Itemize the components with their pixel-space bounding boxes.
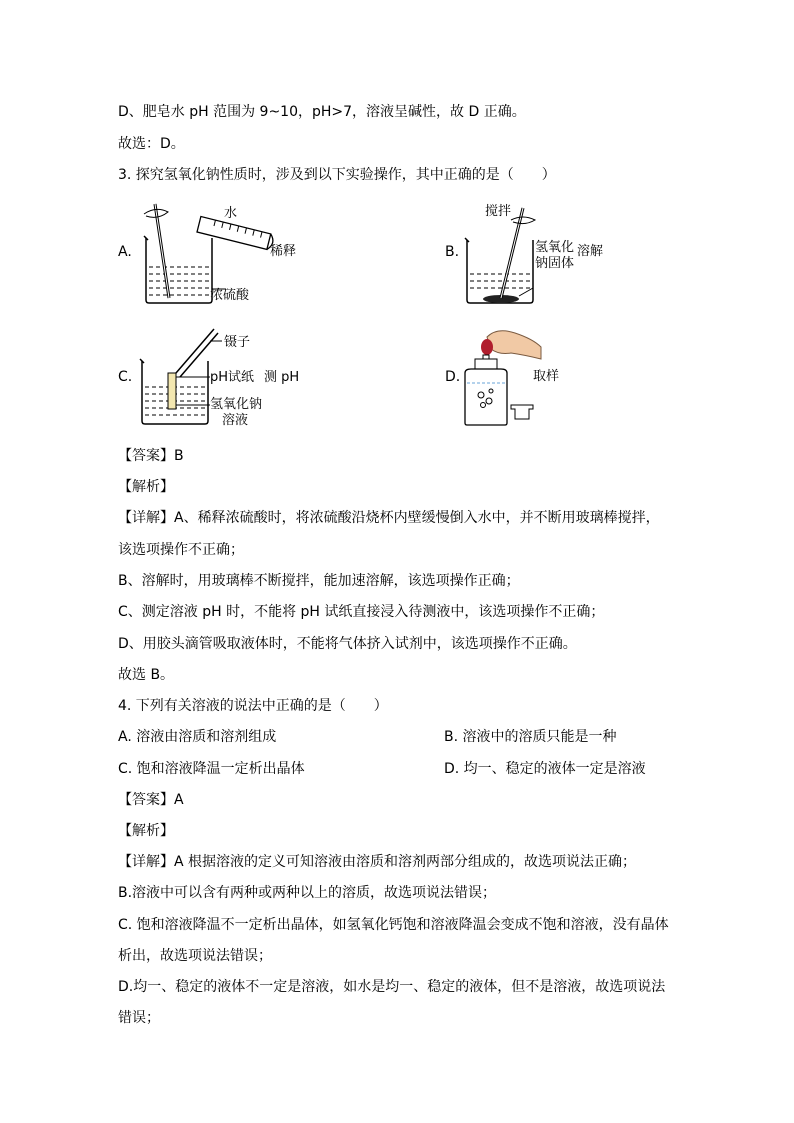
label-naoh-solution-1: 氢氧化钠 [210,397,263,412]
q4-detail-4: D.均一、稳定的液体不一定是溶液，如水是均一、稳定的液体，但不是溶液，故选项说法 [118,979,666,995]
q4-option-c: C. 饱和溶液降温一定析出晶体 [118,761,305,777]
figure-b [445,200,645,310]
label-stir: 搅拌 [485,204,512,219]
figure-d [445,325,645,435]
prev-choose: 故选：D。 [118,136,185,152]
figure-a [118,200,318,310]
prev-analysis-d: D、肥皂水 pH 范围为 9~10，pH>7，溶液呈碱性，故 D 正确。 [118,104,526,120]
label-sampling: 取样 [533,369,560,384]
label-measure-ph: 测 pH [264,370,300,385]
q3-stem: 3. 探究氢氧化钠性质时，涉及到以下实验操作，其中正确的是（ ） [118,167,556,183]
q4-option-a: A. 溶液由溶质和溶剂组成 [118,729,277,745]
q3-detail-4: D、用胶头滴管吸取液体时，不能将气体挤入试剂中，该选项操作不正确。 [118,636,577,652]
label-naoh-solution-2: 溶液 [222,413,249,428]
q4-option-b: B. 溶液中的溶质只能是一种 [444,729,617,745]
label-naoh-1: 氢氧化 [535,240,575,255]
q4-detail-1: 【详解】A 根据溶液的定义可知溶液由溶质和溶剂两部分组成的，故选项说法正确； [118,854,637,870]
q4-stem: 4. 下列有关溶液的说法中正确的是（ ） [118,698,388,714]
q3-detail-1: 【详解】A、稀释浓硫酸时，将浓硫酸沿烧杯内壁缓慢倒入水中，并不断用玻璃棒搅拌， [118,510,660,526]
figure-a-letter: A. [118,244,132,260]
q3-detail-1b: 该选项操作不正确； [118,542,244,558]
q4-detail-3b: 析出，故选项说法错误； [118,948,272,964]
q3-detail-2: B、溶解时，用玻璃棒不断搅拌，能加速溶解，该选项操作正确； [118,573,520,589]
figure-c-letter: C. [118,369,133,385]
label-conc-sulfuric-acid: 浓硫酸 [210,288,250,303]
q4-answer: 【答案】A [118,792,184,808]
q4-detail-2: B.溶液中可以含有两种或两种以上的溶质，故选项说法错误； [118,885,497,901]
label-dissolve: 溶解 [577,244,604,259]
figure-c [118,325,318,435]
q4-detail-4b: 错误； [118,1010,160,1026]
figure-b-letter: B. [445,244,460,260]
label-naoh-2: 钠固体 [535,256,575,271]
label-water: 水 [224,206,238,221]
q4-analysis-title: 【解析】 [118,823,174,839]
q3-analysis-title: 【解析】 [118,479,174,495]
figure-d-letter: D. [445,369,461,385]
label-dilute: 稀释 [270,244,297,259]
q4-option-d: D. 均一、稳定的液体一定是溶液 [444,761,646,777]
q3-choose: 故选 B。 [118,667,175,683]
q4-detail-3: C. 饱和溶液降温不一定析出晶体，如氢氧化钙饱和溶液降温会变成不饱和溶液，没有晶体 [118,917,669,933]
label-ph-paper: pH试纸 [210,370,255,385]
q3-detail-3: C、测定溶液 pH 时，不能将 pH 试纸直接浸入待测液中，该选项操作不正确； [118,604,605,620]
label-tweezers: 镊子 [224,335,251,350]
q3-answer: 【答案】B [118,448,184,464]
